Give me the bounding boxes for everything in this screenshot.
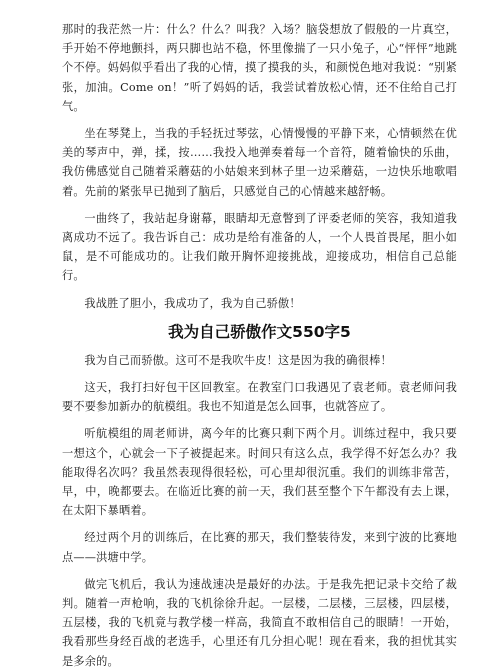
paragraph: 一曲终了，我站起身谢幕，眼睛却无意瞥到了评委老师的笑容，我知道我离成功不远了。我告诉自己：成功是给有准备的人，一个人畏首畏尾，胆小如鼠，是不可能成功的。让我们敞开胸怀迎接挑战，迎接成功，相信自己总能行。 [62,211,457,283]
paragraph: 听航模组的周老师讲，离今年的比赛只剩下两个月。训练过程中，我只要一想这个，心就会一下子被提起来。时间只有这么点，我学得不好怎么办？我能取得名次吗？我虽然表现得很轻松，可心里却很沉重。我们的训练非常苦，早，中，晚都要去。在临近比赛的前一天，我们甚至整个下午都没有去上课，在太阳下暴晒着。 [62,427,457,518]
paragraph: 坐在琴凳上，当我的手轻抚过琴弦，心情慢慢的平静下来，心情顿然在优美的琴声中，弹，揉，按……我投入地弹奏着每一个音符，随着愉快的乐曲，我仿佛感觉自己随着采蘑菇的小姑娘来到林子里一边采蘑菇，一边快乐地歌唱着。先前的紧张早已抛到了脑后，只感觉自己的心情越来越舒畅。 [62,127,457,198]
paragraph: 那时的我茫然一片：什么？什么？叫我？入场？脑袋想放了假般的一片真空，手开始不停地颤抖，两只脚也站不稳，怀里像揣了一只小兔子，心“怦怦”地跳个不停。妈妈似乎看出了我的心情，摸了摸我的头，和颜悦色地对我说：“别紧张，加油。Come on！”听了妈妈的话，我尝试着放松心情，还不住给自己打气。 [62,23,457,113]
article [62,20,457,671]
paragraph: 经过两个月的训练后，在比赛的那天，我们整装待发，来到宁波的比赛地点——洪塘中学。 [62,531,457,564]
section-title: 我为自己骄傲作文550字5 [168,322,351,341]
paragraph: 我战胜了胆小，我成功了，我为自己骄傲！ [84,296,301,310]
paragraph: 这天，我打扫好包干区回教室。在教室门口我遇见了袁老师。袁老师问我要不要参加新办的航模组。我也不知道是怎么回事，也就答应了。 [62,381,457,414]
paragraph: 我为自己而骄傲。这可不是我吹牛皮！这是因为我的确很棒！ [84,353,392,367]
paragraph: 做完飞机后，我认为速战速决是最好的办法。于是我先把记录卡交给了裁判。随着一声枪响，我的飞机徐徐升起。一层楼，二层楼，三层楼，四层楼，五层楼，我的飞机竟与教学楼一样高，我简直不敢相信自己的眼睛！一开始，我看那些身经百战的老选手，心里还有几分担心呢！现在看来，我的担忧其实是多余的。 [62,577,457,668]
